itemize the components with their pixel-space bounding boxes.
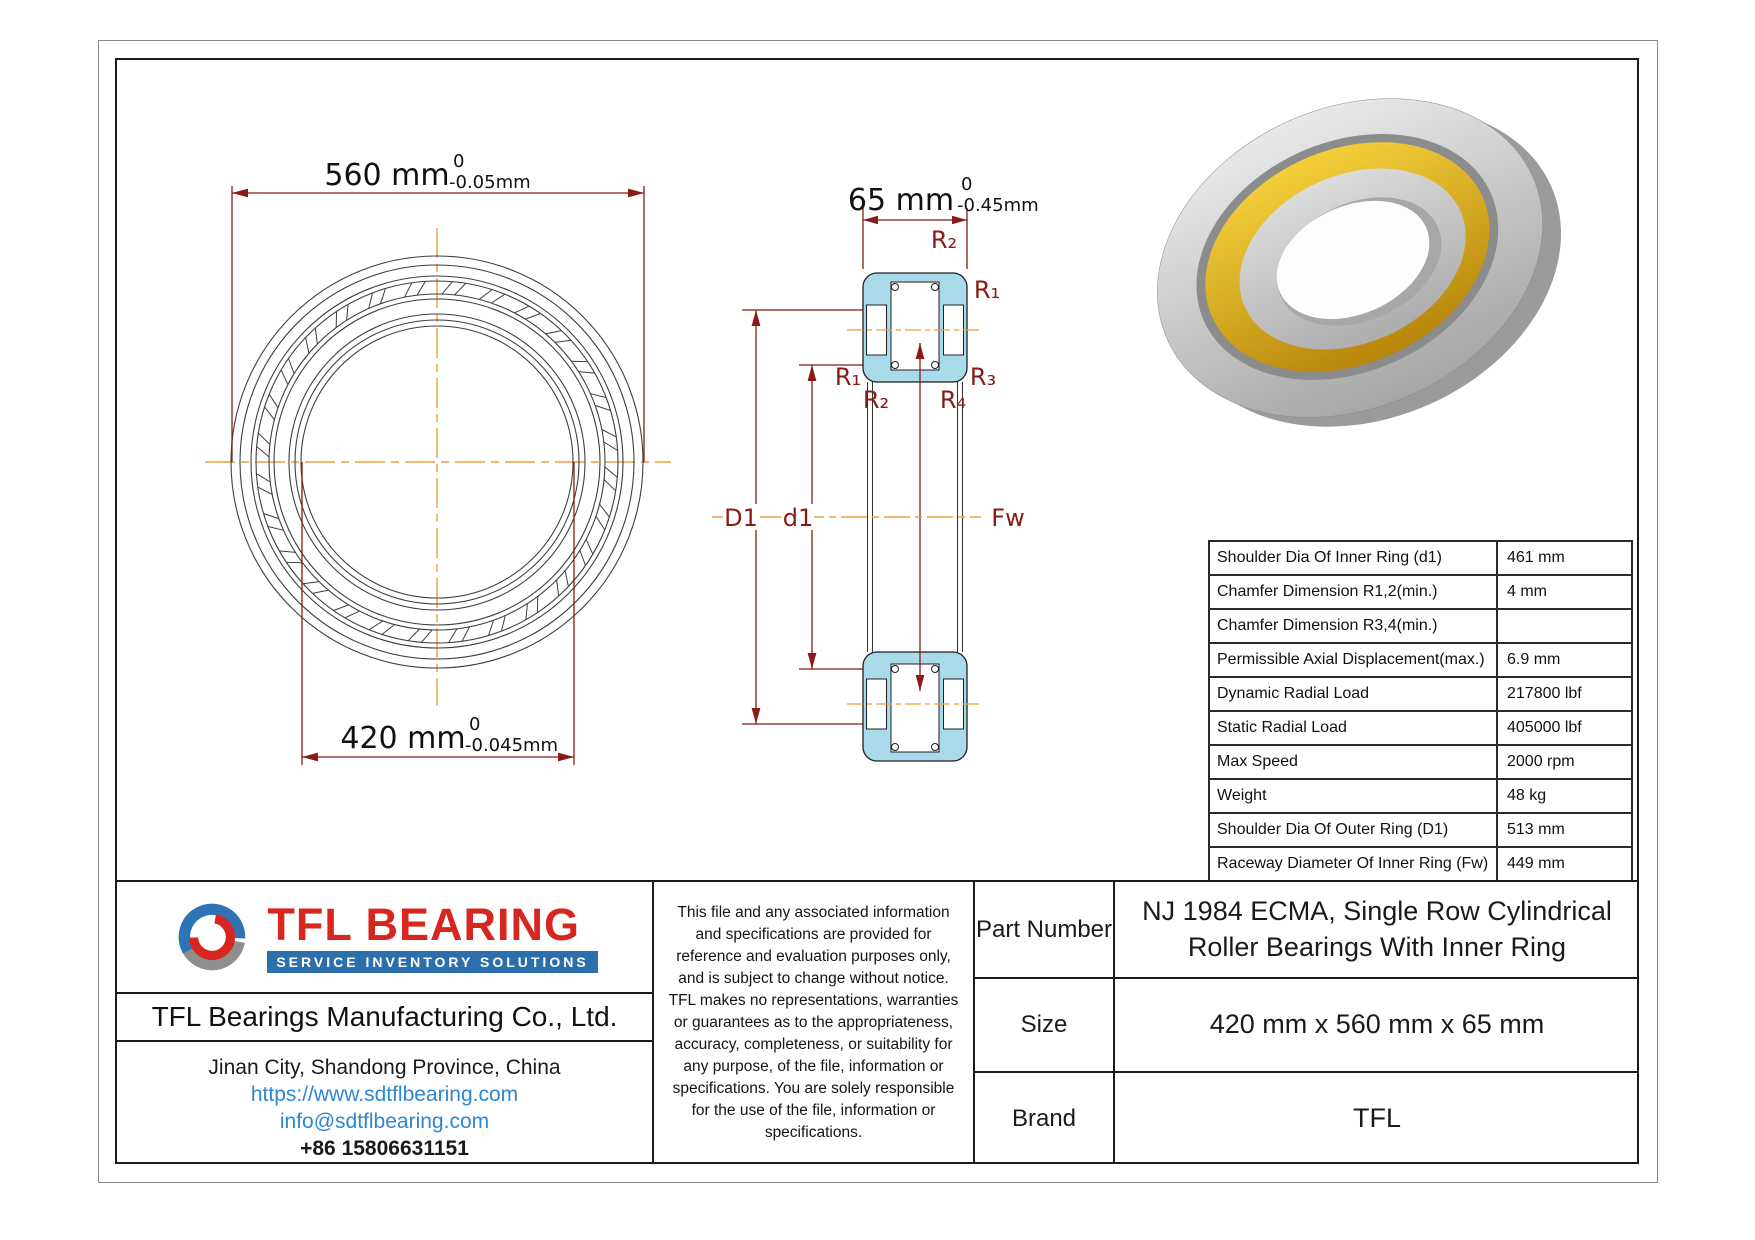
spec-label: Shoulder Dia Of Outer Ring (D1) (1209, 813, 1497, 847)
label-R3: R₃ (969, 363, 997, 391)
dim-65-text: 65 mm (847, 183, 955, 218)
dim-420-text: 420 mm (340, 721, 466, 756)
disclaimer-cell (654, 882, 975, 1164)
table-row (1209, 711, 1632, 745)
table-row (1209, 677, 1632, 711)
part-number-value: NJ 1984 ECMA, Single Row Cylindrical Roller Bearings With Inner Ring (1142, 896, 1612, 962)
table-row (1209, 643, 1632, 677)
brand-value: TFL (1115, 1071, 1639, 1164)
dim-420 (302, 462, 574, 765)
spec-label: Dynamic Radial Load (1209, 677, 1497, 711)
section-top-block (847, 273, 983, 382)
spec-label: Chamfer Dimension R1,2(min.) (1209, 575, 1497, 609)
email-link[interactable]: info@sdtflbearing.com (279, 1110, 490, 1133)
section-view (712, 174, 1039, 761)
disclaimer-text: This file and any associated information and specifications are provided for reference and evaluation purposes only, and is subject to change without notice. TFL makes no representations, warranties or guarantees as to the appropriateness, accuracy, completeness, or suitability for any purpose, of the file, information or specifications. You are solely responsible for the use of the file, information or specifications. (668, 904, 959, 1141)
logo-tagline: SERVICE INVENTORY SOLUTIONS (267, 951, 597, 973)
table-row (1209, 813, 1632, 847)
bearing-3d-image (1106, 58, 1612, 491)
spec-label: Permissible Axial Displacement(max.) (1209, 643, 1497, 677)
phone-number: +86 15806631151 (300, 1137, 469, 1160)
front-view (205, 151, 671, 765)
spec-label: Shoulder Dia Of Inner Ring (d1) (1209, 541, 1497, 575)
dim-560-text: 560 mm (324, 158, 450, 193)
company-contact (117, 1040, 652, 1164)
company-cell (117, 882, 654, 1164)
dim-420-tol-bottom: -0.045mm (465, 735, 559, 756)
table-row (1209, 609, 1632, 643)
part-number-label: Part Number (975, 882, 1115, 977)
spec-label: Chamfer Dimension R3,4(min.) (1209, 609, 1497, 643)
table-row (1209, 745, 1632, 779)
table-row (1209, 847, 1632, 881)
table-row (1209, 575, 1632, 609)
dim-65-tol-bottom: -0.45mm (957, 195, 1039, 216)
spec-label: Static Radial Load (1209, 711, 1497, 745)
brand-label: Brand (975, 1071, 1115, 1164)
spec-value: 217800 lbf (1497, 677, 1632, 711)
tfl-swirl-logo-icon (171, 896, 253, 978)
label-R2-top: R₂ (930, 226, 958, 254)
size-label: Size (975, 977, 1115, 1071)
spec-table (1208, 540, 1633, 882)
table-row (1209, 541, 1632, 575)
company-name: TFL Bearings Manufacturing Co., Ltd. (117, 992, 652, 1040)
table-row (1209, 779, 1632, 813)
spec-label: Weight (1209, 779, 1497, 813)
dim-65-tol-top: 0 (961, 174, 973, 195)
label-d1: d1 (782, 504, 814, 532)
dim-560 (232, 151, 644, 462)
label-D1: D1 (724, 504, 758, 532)
label-R1-top: R₁ (973, 276, 1001, 304)
spec-value: 6.9 mm (1497, 643, 1632, 677)
label-R1-bottom: R₁ (834, 363, 862, 391)
label-R2-bottom: R₂ (862, 386, 890, 414)
title-block (117, 880, 1639, 1164)
spec-label: Max Speed (1209, 745, 1497, 779)
front-view-centerlines (205, 228, 671, 706)
spec-value: 449 mm (1497, 847, 1632, 881)
company-logo (117, 882, 652, 992)
spec-value: 405000 lbf (1497, 711, 1632, 745)
spec-value: 48 kg (1497, 779, 1632, 813)
dim-560-tol-bottom: -0.05mm (449, 172, 531, 193)
website-link[interactable]: https://www.sdtflbearing.com (250, 1083, 519, 1106)
logo-title: TFL BEARING (267, 898, 581, 950)
size-value: 420 mm x 560 mm x 65 mm (1115, 977, 1639, 1071)
spec-value: 461 mm (1497, 541, 1632, 575)
label-R4: R₄ (939, 386, 967, 414)
dim-420-tol-top: 0 (469, 714, 481, 735)
part-info-grid (975, 882, 1639, 1164)
dim-560-tol-top: 0 (453, 151, 465, 172)
label-Fw: Fw (991, 504, 1025, 532)
spec-value: 2000 rpm (1497, 745, 1632, 779)
section-bottom-block (847, 652, 983, 761)
spec-value: 4 mm (1497, 575, 1632, 609)
dim-65 (848, 174, 1039, 269)
spec-label: Raceway Diameter Of Inner Ring (Fw) (1209, 847, 1497, 881)
company-address: Jinan City, Shandong Province, China (208, 1056, 561, 1079)
spec-value (1497, 609, 1632, 643)
spec-value: 513 mm (1497, 813, 1632, 847)
